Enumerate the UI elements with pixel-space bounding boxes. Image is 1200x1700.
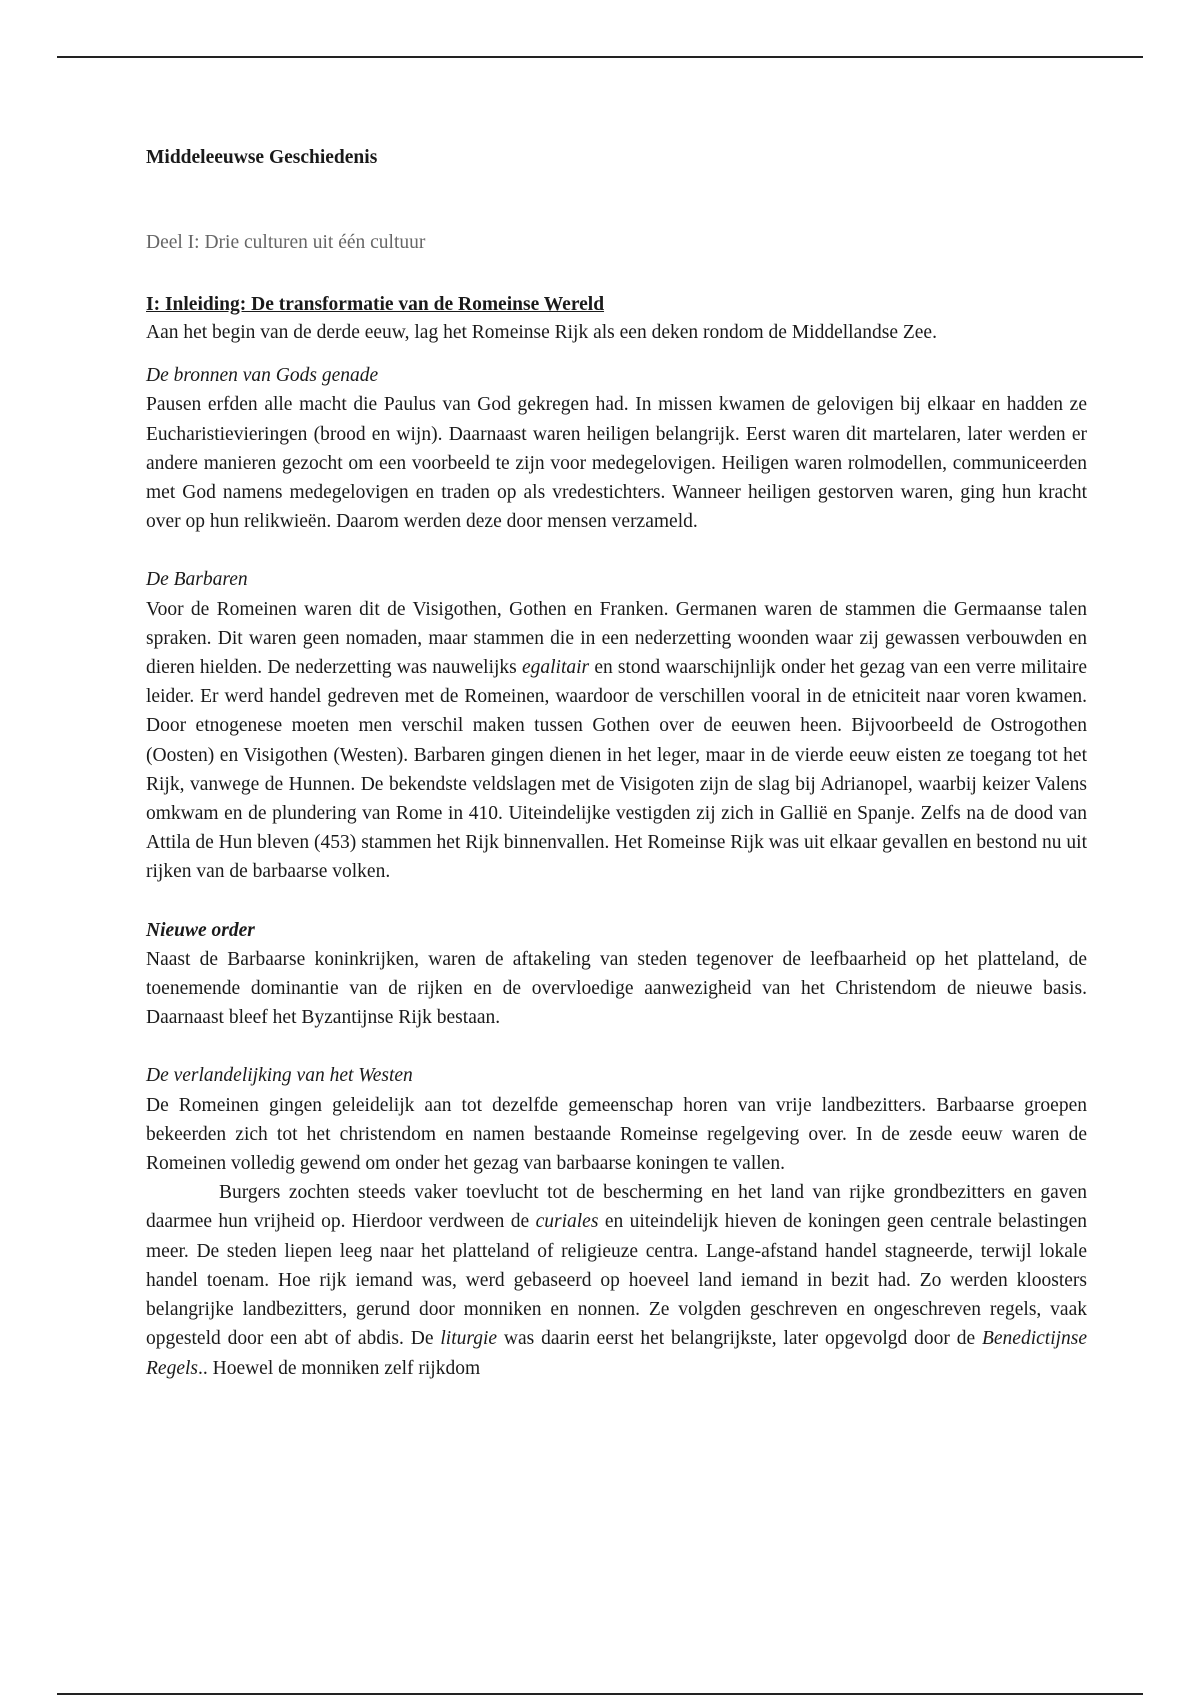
section-title-barbaren: De Barbaren [146, 569, 248, 591]
term-curiales: curiales [535, 1211, 599, 1233]
top-rule [57, 56, 1143, 58]
intro-paragraph: Aan het begin van de derde eeuw, lag het Romeinse Rijk als een deken rondom de Middellandse Zee. [146, 322, 937, 343]
section-text-verlandelijking-1: De Romeinen gingen geleidelijk aan tot dezelfde gemeenschap horen van vrije landbezitters. Barbaarse groepen bekeerden zich tot het christendom en namen bestaande Romeinse regelgeving over. In de zesde eeuw waren de Romeinen volledig gewend om onder het gezag van barbaarse koningen te vallen. [146, 1094, 1087, 1175]
section-title-orde: Nieuwe order [146, 919, 255, 941]
section-title-verlandelijking: De verlandelijking van het Westen [146, 1065, 413, 1087]
barbaren-text-part-b: en stond waarschijnlijk onder het gezag van een verre militaire leider. Er werd handel gedreven met de Romeinen, waardoor de verschillen vooral in de etniciteit naar voren kwamen. Door etnogenese moeten men verschil maken tussen Gothen over de eeuwen heen. Bijvoorbeeld de Ostrogothen (Oosten) en Visigothen (Westen). Barbaren gingen dienen in het leger, maar in de vierde eeuw eisten ze toegang tot het Rijk, vanwege de Hunnen. De bekendste veldslagen met de Visigoten zijn de slag bij Adrianopel, waarbij keizer Valens omkwam en de plundering van Rome in 410. Uiteindelijke vestigden zij zich in Gallië en Spanje. Zelfs na de dood van Attila de Hun bleven (453) stammen het Rijk binnenvallen. Het Romeinse Rijk was uit elkaar gevallen en bestond nu uit rijken van de barbaarse volken. [146, 657, 1088, 883]
verlandelijking-part-b: en uiteindelijk hieven de koningen geen centrale belastingen meer. De steden liepen leeg naar het platteland of religieuze centra. Lange-afstand handel stagneerde, terwijl lokale handel toenam. Hoe rijk iemand was, werd gebaseerd op hoeveel land iemand in bezit had. Zo werden kloosters belangrijke landbezitters, gerund door monniken en nonnen. Ze volgden geschreven en ongeschreven regels, vaak opgesteld door een abt of abdis. De [146, 1211, 1087, 1350]
verlandelijking-part-a: Burgers zochten steeds vaker toevlucht tot de bescherming en het land van rijke grondbezitters en gaven daarmee hun vrijheid op. Hierdoor verdween de [146, 1182, 1087, 1233]
part-title: Deel I: Drie culturen uit één cultuur [146, 232, 426, 253]
section-text-orde: Naast de Barbaarse koninkrijken, waren de aftakeling van steden tegenover de leefbaarheid op het platteland, de toenemende dominantie van de rijken en de overvloedige aanwezigheid van het Christendom de nieuwe basis. Daarnaast bleef het Byzantijnse Rijk bestaan. [146, 948, 1087, 1029]
term-benedictijnse-regels: Benedictijnse Regels [146, 1328, 1088, 1379]
section-title-bronnen: De bronnen van Gods genade [146, 365, 379, 387]
bottom-rule [57, 1693, 1143, 1695]
section-text-bronnen: Pausen erfden alle macht die Paulus van God gekregen had. In missen kwamen de gelovigen bij elkaar en hadden ze Eucharistievieringen (brood en wijn). Daarnaast waren heiligen belangrijk. Eerst waren dit martelaren, later werden er andere manieren gezocht om een voorbeeld te zijn voor medegelovigen. Heiligen waren rolmodellen, communiceerden met God namens medegelovigen en traden op als vredestichters. Wanneer heiligen gestorven waren, ging hun kracht over op hun relikwieën. Daarom werden deze door mensen verzameld. [146, 394, 1087, 533]
document-title: Middeleeuwse Geschiedenis [146, 147, 378, 168]
document-body [146, 145, 1087, 1383]
section-text-verlandelijking-2 [146, 1178, 1087, 1382]
verlandelijking-part-c: was daarin eerst het belangrijkste, later opgevolgd door de [503, 1328, 976, 1350]
chapter-title: I: Inleiding: De transformatie van de Romeinse Wereld [146, 294, 605, 315]
verlandelijking-part-d: .. Hoewel de monniken zelf rijkdom [197, 1357, 481, 1379]
barbaren-text-part-a: Voor de Romeinen waren dit de Visigothen, Gothen en Franken. Germanen waren de stammen die Germaanse talen spraken. Dit waren geen nomaden, maar stammen die in een nederzetting woonden waar zij gewassen verbouwden en dieren hielden. De nederzetting was nauwelijks [146, 598, 1087, 679]
term-egalitair: egalitair [521, 657, 590, 679]
term-liturgie: liturgie [440, 1328, 498, 1350]
section-text-barbaren [146, 595, 1087, 887]
